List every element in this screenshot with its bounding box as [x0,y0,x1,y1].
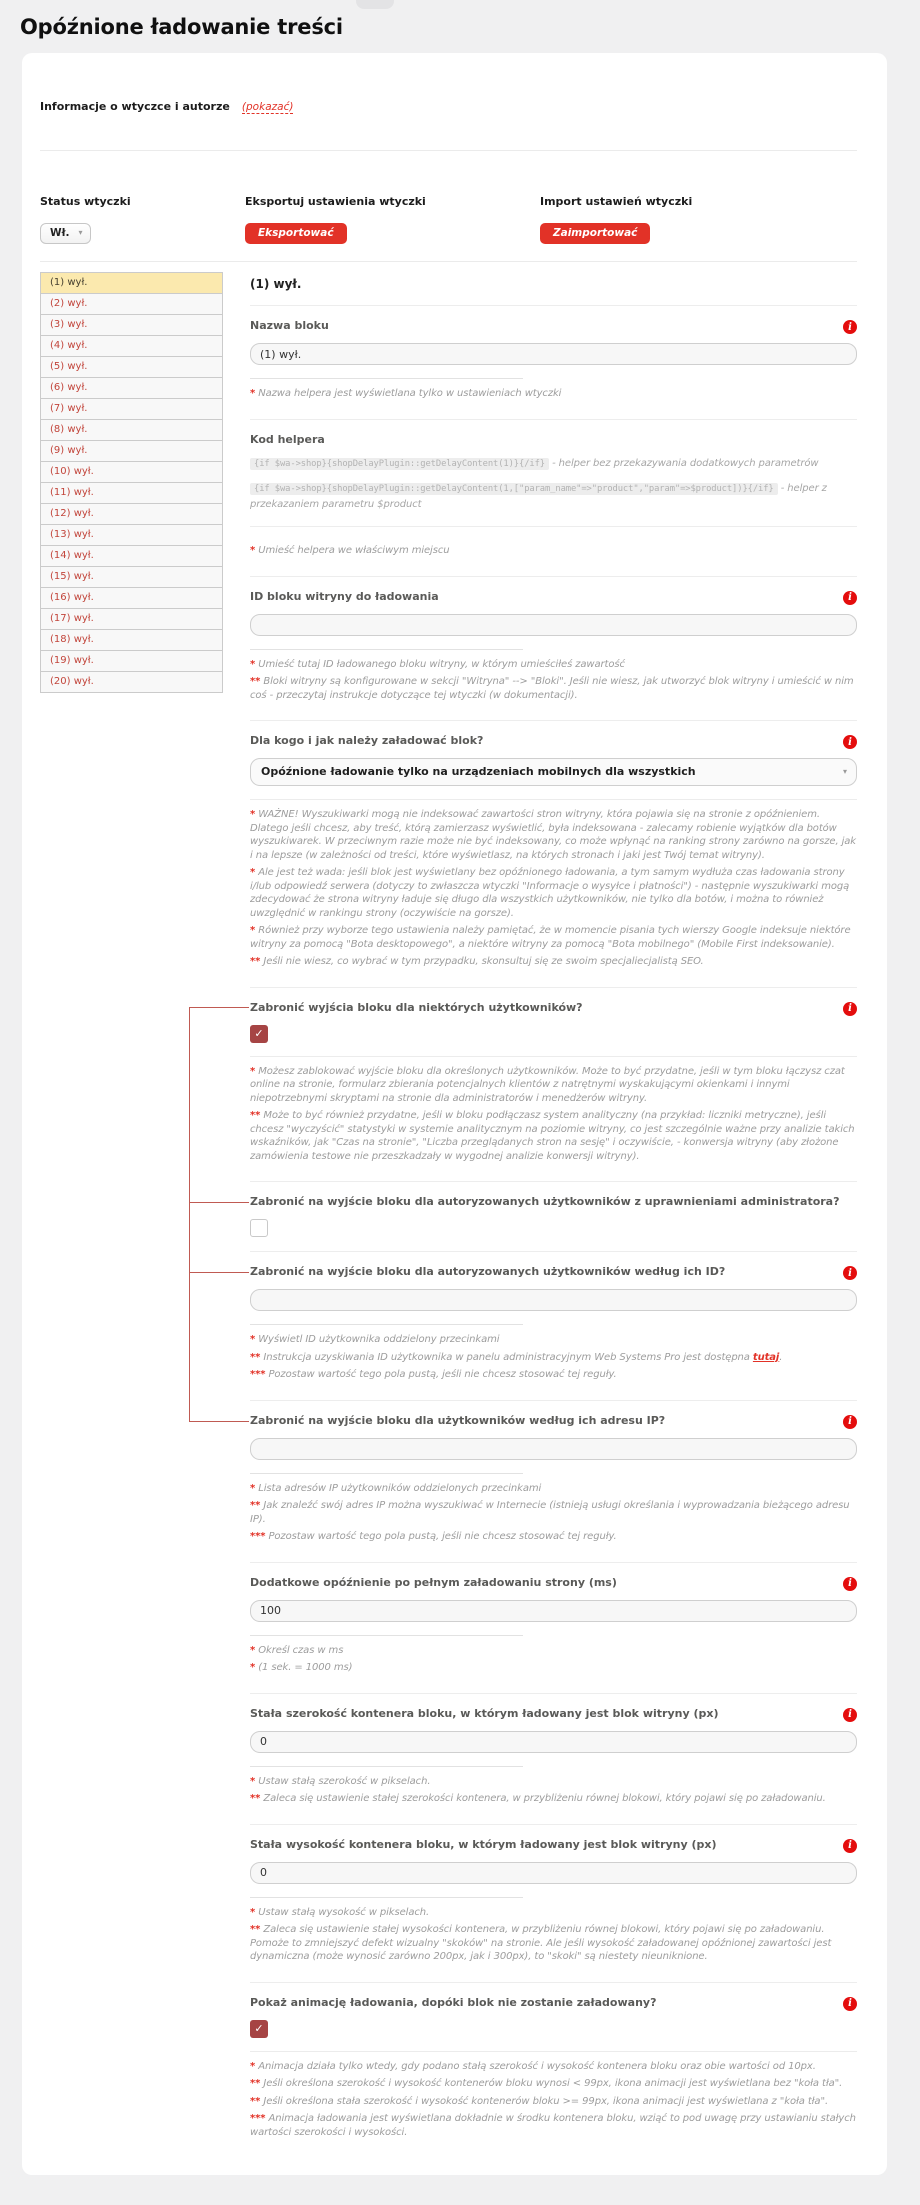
notes-divider [250,378,523,379]
block-settings-panel [250,272,857,2161]
deny-admins-checkbox[interactable] [250,1219,268,1237]
note-stars: * [250,1334,256,1346]
sidebar-item-block-19[interactable]: (19) wył. [40,650,223,672]
sidebar-item-block-11[interactable]: (11) wył. [40,482,223,504]
tree-connector-stub [189,1202,249,1203]
note-stars: * [250,1906,256,1918]
chevron-down-icon: ▾ [842,767,847,777]
status-column [40,195,245,244]
block-name-notes [250,387,857,401]
note-text: Instrukcja uzyskiwania ID użytkownika w panelu administracyjnym Web Systems Pro jest dostępna [263,1351,753,1363]
sidebar-item-block-4[interactable]: (4) wył. [40,335,223,357]
sidebar-item-block-8[interactable]: (8) wył. [40,419,223,441]
extra-delay-label: Dodatkowe opóźnienie po pełnym załadowaniu strony (ms) [250,1575,617,1589]
sidebar-item-block-7[interactable]: (7) wył. [40,398,223,420]
section-helper-code [250,419,857,527]
note [250,2095,857,2109]
note-stars: ** [250,2095,261,2107]
show-animation-notes [250,2060,857,2140]
note-text: Określ czas w ms [258,1644,344,1656]
note-stars: * [250,1482,256,1494]
plugin-settings-card [22,53,887,2175]
sidebar-item-block-17[interactable]: (17) wył. [40,608,223,630]
sidebar-item-block-20[interactable]: (20) wył. [40,671,223,693]
tree-connector-line [189,1007,190,1422]
settings-columns [40,262,857,2161]
note-text: Również przy wyborze tego ustawienia należy pamiętać, że w momencie pisania tych wierszy Google indeksuje niektóre witryny za pomocą "Bota desktopowego", a niektóre witryny za pomocą "Bota mobilnego" (Mobile First indeksowanie). [250,925,851,950]
helper-code-line [250,456,857,472]
info-icon[interactable]: i [843,1997,857,2011]
note-text: Zaleca się ustawienie stałej wysokości kontenera, w przybliżeniu równej blokowi, który pojawi się po załadowaniu. Pomoże to zmniejszyć defekt wizualny "skoków" na stronie. Ale jeśli wysokość załadowanej opóźnionej zawartości jest dynamiczna (może wynosić zarówno 200px, jak i 300px), to "skoki" są niestety nieuniknione. [250,1924,832,1963]
helper-code-snippet: {if $wa->shop}{shopDelayPlugin::getDelayContent(1,["param_name"=>"product","param"=>$product])}{/if} [250,483,778,495]
import-column [540,195,857,244]
note-text: Jak znaleźć swój adres IP można wyszukiwać w Internecie (istnieją usługi określania i wyprowadzania bieżącego adresu IP). [250,1500,850,1525]
fixed-width-notes [250,1775,857,1806]
section-extra-delay [250,1562,857,1693]
note-stars: ** [250,1500,261,1512]
notes-divider [250,1473,523,1474]
deny-by-user-id-label-row [250,1265,857,1280]
deny-admins-label: Zabronić na wyjście bloku dla autoryzowanych użytkowników z uprawnieniami administratora? [250,1195,840,1209]
block-name-label: Nazwa bloku [250,319,329,332]
sidebar-item-block-6[interactable]: (6) wył. [40,377,223,399]
deny-output-group [250,987,857,1562]
info-icon[interactable]: i [843,735,857,749]
deny-users-checkbox[interactable]: ✓ [250,1025,268,1043]
note [250,1644,857,1658]
info-icon[interactable]: i [843,1266,857,1280]
note-text: Animacja działa tylko wtedy, gdy podano stałą szerokość i wysokość kontenera bloku oraz obie wartości od 10px. [258,2060,816,2072]
note [250,808,857,862]
note-text: Wyświetl ID użytkownika oddzielony przecinkami [258,1334,500,1346]
sidebar-item-block-18[interactable]: (18) wył. [40,629,223,651]
info-icon[interactable]: i [843,320,857,334]
note [250,1351,857,1365]
sidebar-item-block-14[interactable]: (14) wył. [40,545,223,567]
note-text: Jeśli określona stała szerokość i wysokość kontenerów bloku >= 99px, ikona animacji jest wyświetlana z "koła tła". [263,2095,829,2107]
sidebar-item-block-16[interactable]: (16) wył. [40,587,223,609]
note-stars: * [250,1775,256,1787]
sidebar-item-block-3[interactable]: (3) wył. [40,314,223,336]
note [250,2077,857,2091]
section-block-name [250,305,857,419]
deny-by-ip-label: Zabronić na wyjście bloku dla użytkowników według ich adresu IP? [250,1413,666,1427]
note-text-after: . [779,1351,783,1363]
notes-divider [250,649,523,650]
note [250,1530,857,1544]
import-button[interactable]: Zaimportować [540,223,650,244]
section-show-animation [250,1982,857,2158]
note [250,1792,857,1806]
note-stars: ** [250,2078,261,2090]
sidebar-item-block-2[interactable]: (2) wył. [40,293,223,315]
block-id-input[interactable] [250,614,857,636]
note [250,924,857,951]
notes-divider [250,2051,857,2052]
section-fixed-height [250,1824,857,1982]
deny-by-user-id-help-link[interactable]: tutaj [752,1351,780,1363]
note-text: Animacja ładowania jest wyświetlana dokładnie w środku kontenera bloku, wziąć to pod uwagę przy ustawianiu stałych wartości szerokości i wysokości. [250,2113,856,2138]
show-animation-checkbox[interactable]: ✓ [250,2020,268,2038]
info-icon[interactable]: i [843,1002,857,1016]
block-name-label-row [250,319,857,334]
show-animation-label-row [250,1996,857,2011]
note-text: Zaleca się ustawienie stałej szerokości kontenera, w przybliżeniu równej blokowi, który pojawi się po załadowaniu. [263,1793,826,1805]
selected-block-heading: (1) wył. [250,277,302,291]
block-id-label: ID bloku witryny do ładowania [250,589,439,603]
sidebar-item-block-12[interactable]: (12) wył. [40,503,223,525]
load-mode-select-value: Opóźnione ładowanie tylko na urządzeniach mobilnych dla wszystkich [261,765,696,779]
fixed-width-label: Stała szerokość kontenera bloku, w którym ładowany jest blok witryny (px) [250,1706,719,1720]
deny-by-ip-notes [250,1482,857,1544]
section-deny-admins [250,1181,857,1251]
note-stars: * [250,658,256,670]
sidebar-item-block-9[interactable]: (9) wył. [40,440,223,462]
export-column [245,195,540,244]
note-text: Jeśli określona szerokość i wysokość kontenerów bloku wynosi < 99px, ikona animacji jest wyświetlana bez "koła tła". [263,2078,843,2090]
block-name-input[interactable] [250,343,857,365]
plugin-controls-row [40,151,857,261]
note-text: Umieść helpera we właściwym miejscu [258,545,450,557]
note [250,1906,857,1920]
helper-code-line [250,481,857,512]
info-icon[interactable]: i [843,1708,857,1722]
note [250,1065,857,1106]
deny-by-ip-label-row [250,1414,857,1429]
tree-connector-stub [189,1007,249,1008]
info-icon[interactable]: i [843,1415,857,1429]
load-mode-notes [250,808,857,969]
deny-users-label-row [250,1001,857,1016]
note-text: Ustaw stałą szerokość w pikselach. [258,1775,431,1787]
helper-code-snippet: {if $wa->shop}{shopDelayPlugin::getDelayContent(1)}{/if} [250,458,549,470]
section-deny-by-user-id [250,1251,857,1400]
sidebar-item-block-13[interactable]: (13) wył. [40,524,223,546]
import-label: Import ustawień wtyczki [540,195,693,208]
note [250,2112,857,2139]
note [250,675,857,702]
note-stars: * [250,925,256,937]
helper-code-label-row [250,433,857,448]
section-deny-users [250,987,857,1182]
note-stars: * [250,1644,256,1656]
helper-code-description: - helper bez przekazywania dodatkowych parametrów [552,458,819,470]
info-icon[interactable]: i [843,591,857,605]
load-mode-label-row [250,734,857,749]
note-stars: * [250,2060,256,2072]
note-stars: *** [250,1369,266,1381]
section-load-mode [250,720,857,987]
note [250,866,857,920]
note [250,658,857,672]
page-title: Opóźnione ładowanie treści [20,15,343,39]
note [250,544,857,558]
block-id-label-row [250,590,857,605]
note-text: Może to być również przydatne, jeśli w bloku podłączasz system analityczny (na przykład: liczniki metryczne), jeśli chcesz "wyczyścić" statystyki w systemie analitycznym na poziomie witryny, co jest szczególnie ważne przy analizie takich wskaźników, jak "Czas na stronie", "Liczba przeglądanych stron na sesję" i oczywiście, - konwersja witryny (aby złożone zamówienia testowe nie przeszkadzały w wygodnej analizie konwersji witryny). [250,1110,855,1162]
note-text: Możesz zablokować wyjście bloku dla określonych użytkowników. Może to być przydatne, jeśli w tym bloku łączysz czat online na stronie, formularz zbierania potencjalnych klientów z natrętnymi wyskakującymi okienkami i innymi niepotrzebnymi skryptami na stronie dla administratorów i menedżerów witryny. [250,1065,845,1104]
plugin-info-row [40,95,857,114]
note [250,387,857,401]
plugin-status-value: Wł. [50,227,70,239]
note-stars: * [250,1662,256,1674]
load-mode-select[interactable] [250,758,857,786]
export-button[interactable]: Eksportować [245,223,347,244]
note [250,1333,857,1347]
deny-by-user-id-notes [250,1333,857,1382]
notes-divider [250,1324,523,1325]
fixed-height-notes [250,1906,857,1964]
deny-users-label: Zabronić wyjścia bloku dla niektórych użytkowników? [250,1000,583,1014]
note-stars: * [250,1065,256,1077]
note-text: WAŻNE! Wyszukiwarki mogą nie indeksować zawartości stron witryny, która pojawia się na stronie z opóźnieniem. Dlatego jeśli chcesz, aby treść, którą zamierzasz wyświetlić, była indeksowana - zalecamy robienie wyjątków dla botów wyszukiwarek. W przeciwnym razie może nie być indeksowany, co może wpłynąć na ranking strony zarówno na gorsze, jak i na lepsze (w zależności od treści, które wyświetlasz, na których stronach i jaki jest Twój temat witryny). [250,809,856,861]
note-stars: * [250,545,256,557]
status-label: Status wtyczki [40,195,131,208]
show-plugin-info-link[interactable]: (pokazać) [241,101,294,113]
fixed-height-label-row [250,1838,857,1853]
block-id-notes [250,658,857,703]
note-text: Ustaw stałą wysokość w pikselach. [258,1906,430,1918]
notes-divider [250,1056,857,1057]
extra-delay-notes [250,1644,857,1675]
note [250,1775,857,1789]
note-stars: *** [250,2113,266,2125]
note [250,1499,857,1526]
note [250,1661,857,1675]
section-helper-code-note [250,526,857,576]
deny-by-ip-input[interactable] [250,1438,857,1460]
note [250,1482,857,1496]
note [250,955,857,969]
plugin-info-label: Informacje o wtyczce i autorze [40,100,230,113]
section-fixed-width [250,1693,857,1824]
section-deny-by-ip [250,1400,857,1562]
note-text: Bloki witryny są konfigurowane w sekcji "Witryna" --> "Bloki". Jeśli nie wiesz, jak utworzyć blok witryny i umieścić w nim coś - przeczytaj instrukcje dotyczące tej wtyczki (w dokumentacji). [250,676,854,701]
note-text: Pozostaw wartość tego pola pustą, jeśli nie chcesz stosować tej reguły. [268,1531,617,1543]
settings-sections [250,305,857,2157]
export-label: Eksportuj ustawienia wtyczki [245,195,426,208]
extra-delay-input[interactable] [250,1600,857,1622]
info-icon[interactable]: i [843,1577,857,1591]
sidebar-item-block-5[interactable]: (5) wył. [40,356,223,378]
section-block-id [250,576,857,721]
note [250,2060,857,2074]
helper-code-description: - helper z przekazaniem parametru $product [250,482,827,510]
notes-divider [250,1766,523,1767]
deny-by-user-id-input[interactable] [250,1289,857,1311]
note-stars: * [250,388,256,399]
top-notch [356,0,394,9]
note-text: Pozostaw wartość tego pola pustą, jeśli nie chcesz stosować tej reguły. [268,1369,617,1381]
show-animation-label: Pokaż animację ładowania, dopóki blok nie zostanie załadowany? [250,1995,657,2009]
sidebar-item-block-10[interactable]: (10) wył. [40,461,223,483]
note-text: (1 sek. = 1000 ms) [258,1662,353,1674]
tree-connector-stub [189,1272,249,1273]
note [250,1923,857,1964]
load-mode-label: Dla kogo i jak należy załadować blok? [250,734,484,748]
deny-by-user-id-label: Zabronić na wyjście bloku dla autoryzowanych użytkowników według ich ID? [250,1265,726,1279]
note-text: Umieść tutaj ID ładowanego bloku witryny, w którym umieściłeś zawartość [258,658,625,670]
note-stars: ** [250,1793,261,1805]
fixed-width-input[interactable] [250,1731,857,1753]
note-text: Jeśli nie wiesz, co wybrać w tym przypadku, skonsultuj się ze swoim specjaliecjalistą SEO. [263,956,704,968]
note-stars: ** [250,676,261,688]
note-stars: ** [250,1110,261,1122]
fixed-width-label-row [250,1707,857,1722]
note-text: Ale jest też wada: jeśli blok jest wyświetlany bez opóźnionego ładowania, a tym samym wydłuża czas ładowania strony i/lub odpowiedź serwera (dotyczy to zwłaszcza wtyczki "Informacje o wysyłce i płatności") - następnie wyszukiwarki mogą zdecydować że strona witryny ładuje się długo dla wszystkich użytkowników, nie tylko dla botów, i można to również uwzględnić w rankingu strony (oczywiście na gorsze). [250,867,850,919]
deny-admins-label-row [250,1195,857,1210]
block-list [40,272,223,2161]
note-stars: *** [250,1531,266,1543]
fixed-height-input[interactable] [250,1862,857,1884]
info-icon[interactable]: i [843,1839,857,1853]
notes-divider [250,1635,523,1636]
extra-delay-label-row [250,1576,857,1591]
plugin-status-select[interactable] [40,223,91,244]
note-stars: ** [250,1351,261,1363]
note [250,1368,857,1382]
note-stars: ** [250,956,261,968]
helper-code-note-notes [250,544,857,558]
chevron-down-icon: ▾ [78,228,83,237]
note-stars: * [250,809,256,821]
note [250,1109,857,1163]
note-text: Nazwa helpera jest wyświetlana tylko w ustawieniach wtyczki [258,388,562,399]
note-text: Lista adresów IP użytkowników oddzielonych przecinkami [258,1482,542,1494]
tree-connector-stub [189,1421,249,1422]
sidebar-item-block-1[interactable]: (1) wył. [40,272,223,294]
fixed-height-label: Stała wysokość kontenera bloku, w którym ładowany jest blok witryny (px) [250,1837,717,1851]
note-stars: * [250,867,256,879]
note-stars: ** [250,1924,261,1936]
sidebar-item-block-15[interactable]: (15) wył. [40,566,223,588]
deny-users-notes [250,1065,857,1164]
notes-divider [250,1897,523,1898]
notes-divider [250,799,857,800]
helper-code-label: Kod helpera [250,432,325,446]
